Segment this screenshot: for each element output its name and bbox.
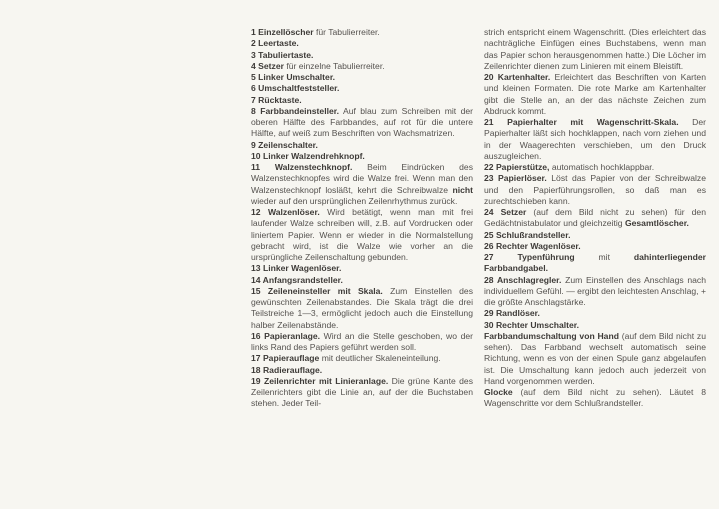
entry-term-text: Rücktaste. (258, 94, 302, 105)
entry-term (251, 151, 365, 161)
entry-description: (auf dem Bild nicht zu sehen) für den Gedächtnistabulator und gleichzeitig (484, 207, 706, 229)
legend-entry (251, 263, 473, 274)
entry-number: 30 (484, 319, 494, 330)
legend-entry (251, 286, 473, 331)
entry-description: (auf dem Bild nicht zu sehen). Das Farbband wechselt automatisch seine Richtung, wenn es von der einen Spule ganz abgelaufen ist. Die Umschaltung kann jedoch auch jederzeit von Hand vorgenommen werden. (484, 330, 706, 386)
legend-entry (484, 162, 706, 173)
legend-entry (251, 27, 473, 38)
legend-entry (251, 95, 473, 106)
entry-term (251, 162, 352, 172)
entry-number: 9 (251, 139, 256, 150)
entry-emphasis: Gesamtlöscher. (624, 218, 689, 229)
entry-term (484, 331, 619, 341)
entry-number: 22 (484, 162, 494, 172)
entry-term-text: Anfangsrandsteller. (262, 274, 343, 285)
entry-term (251, 50, 313, 60)
entry-term (484, 320, 579, 330)
entry-term-text: Farbbandeinsteller. (260, 105, 340, 116)
legend-entry (251, 162, 473, 207)
legend-entry (484, 387, 706, 410)
legend-entry (484, 252, 706, 275)
legend-entry (251, 207, 473, 263)
entry-term-text: Einzellöscher (258, 27, 314, 37)
legend-entry (251, 83, 473, 94)
entry-term-text: Papierauflage (262, 353, 320, 364)
entry-term (251, 38, 299, 48)
entry-term-text: Tabuliertaste. (258, 49, 314, 60)
legend-entry (484, 72, 706, 117)
entry-term (251, 353, 319, 363)
entry-term-text: Typenführung (517, 252, 575, 262)
entry-description: Zum Einstellen des gewünschten Zeilenabstandes. Die Skala trägt die drei Teilstreiche 1—3, ermöglicht jedoch auch die Einstellung halber Zeilenabstände. (251, 285, 474, 330)
right-column (484, 27, 706, 410)
entry-term (251, 95, 302, 105)
entry-term (251, 286, 383, 296)
entry-number: 28 (484, 274, 494, 285)
entry-number: 1 (251, 27, 256, 37)
legend-entry (251, 275, 473, 286)
entry-number: 18 (251, 364, 261, 375)
legend-entry (251, 140, 473, 151)
legend-entry (251, 38, 473, 49)
entry-term (484, 308, 540, 318)
entry-description: strich entspricht einem Wagenschritt. (Dies erleichtert das nachträgliche Einfügen eines Buchstabens, wenn man das Papier schon herausgenommen hatte.) Die Löcher im Zeilenrichter dienen zum Linieren mit einem Bleistift. (484, 27, 706, 71)
entry-term-text: Papierlöser. (498, 173, 547, 184)
legend-entry (484, 27, 706, 72)
entry-term-text: Randlöser. (495, 308, 540, 319)
entry-term (251, 27, 314, 37)
legend-entry (484, 275, 706, 309)
entry-term (251, 61, 284, 71)
entry-term (251, 83, 339, 93)
entry-description: Beim Eindrücken des Walzenstechknopfes wird die Walze frei. Wenn man den Walzenstechknopf losläßt, kehrt die Schreibwalze (251, 162, 474, 195)
legend-entry (251, 61, 473, 72)
entry-term-text: Glocke (484, 387, 513, 397)
entry-term-text: Setzer (258, 60, 284, 71)
entry-term-text: Leertaste. (258, 38, 299, 49)
entry-number: 16 (251, 330, 261, 341)
entry-number: 7 (251, 94, 256, 105)
entry-term-text: Setzer (500, 207, 527, 217)
legend-entry (251, 353, 473, 364)
entry-term (251, 72, 335, 82)
entry-term-text: Umschaltfeststeller. (258, 83, 340, 94)
legend-entry (251, 72, 473, 83)
entry-term (251, 106, 339, 116)
entry-term (484, 241, 581, 251)
entry-term-text: Linker Walzendrehknopf. (262, 150, 365, 161)
legend-entry (251, 376, 473, 410)
entry-term-text: Papierstütze, (495, 162, 550, 172)
legend-entry (251, 151, 473, 162)
entry-number: 25 (484, 229, 494, 240)
legend-entry (251, 365, 473, 376)
entry-description: (auf dem Bild nicht zu sehen). Läutet 8 Wagenschritte vor dem Schlußrandsteller. (484, 387, 706, 409)
legend-entry (484, 230, 706, 241)
entry-term (484, 230, 570, 240)
entry-number: 27 (484, 252, 494, 262)
entry-emphasis: nicht (452, 184, 473, 195)
legend-entry (251, 106, 473, 140)
entry-number: 5 (251, 72, 256, 82)
entry-term (251, 140, 318, 150)
entry-term (251, 275, 343, 285)
entry-number: 14 (251, 274, 261, 285)
entry-number: 11 (251, 162, 261, 172)
entry-term (484, 275, 561, 285)
legend-entry (484, 117, 706, 162)
entry-number: 10 (251, 150, 261, 161)
entry-term (484, 207, 526, 217)
entry-number: 2 (251, 38, 256, 49)
entry-term (251, 207, 320, 217)
entry-term-text: Radierauflage. (262, 364, 323, 375)
legend-entry (484, 241, 706, 252)
entry-number: 12 (251, 207, 261, 217)
legend-entry (484, 331, 706, 387)
entry-term (484, 117, 679, 127)
entry-term-text: Walzenlöser. (267, 207, 320, 217)
entry-term-text: Linker Wagenlöser. (262, 263, 342, 274)
entry-term-text: Zeileneinsteller mit Skala. (267, 285, 383, 296)
entry-description: Löst das Papier von der Schreibwalze und den Papierführungsrollen, so daß man es zurechtschieben kann. (484, 173, 706, 206)
entry-number: 4 (251, 60, 256, 71)
entry-term-text: Kartenhalter. (497, 72, 551, 82)
entry-term (251, 331, 320, 341)
entry-term-text: Linker Umschalter. (258, 72, 336, 82)
entry-term-text: Farbbandumschaltung von Hand (484, 330, 619, 341)
entry-term-text: Papierhalter mit Wagenschritt-Skala. (507, 117, 679, 127)
entry-description: Die grüne Kante des Zeilenrichters gibt die Linie an, auf der die Buchstaben stehen. Jeder Teil- (251, 375, 473, 409)
entry-term-text: Papieranlage. (264, 330, 321, 341)
entry-term-text: Zeilenschalter. (258, 139, 318, 150)
entry-term-text: Schlußrandsteller. (495, 229, 571, 240)
entry-number: 23 (484, 173, 494, 184)
entry-term (251, 376, 388, 386)
entry-description: automatisch hochklappbar. (549, 162, 655, 172)
entry-number: 26 (484, 240, 494, 251)
entry-description: Auf blau zum Schreiben mit der oberen Hälfte des Farbbandes, auf rot für die untere Hälfte, auf weiß zum Beschriften von Wachsmatrizen. (251, 105, 473, 139)
entry-description: Der Papierhalter läßt sich hochklappen, nach vorn ziehen und in der Waagerechten verschieben, um den Druck auszugleichen. (484, 117, 706, 161)
entry-term-text: Walzenstechknopf. (274, 162, 353, 172)
entry-number: 20 (484, 72, 494, 82)
entry-term-text: Rechter Umschalter. (495, 319, 580, 330)
entry-term (251, 263, 341, 273)
entry-description: mit (574, 252, 634, 262)
entry-number: 8 (251, 105, 256, 116)
entry-term-text: Rechter Wagenlöser. (495, 240, 581, 251)
entry-term (484, 162, 549, 172)
entry-number: 29 (484, 308, 494, 319)
entry-number: 15 (251, 285, 261, 296)
entry-number: 13 (251, 263, 261, 274)
entry-description: für einzelne Tabulierreiter. (283, 60, 385, 71)
entry-description: Zum Einstellen des Anschlags nach individuellem Gefühl. — ergibt den leichtesten Anschlag, + die größte Anschlagstärke. (484, 274, 706, 307)
entry-number: 17 (251, 353, 261, 364)
entry-number: 3 (251, 49, 256, 60)
entry-description-continued: wieder auf den ursprünglichen Zeilenrhythmus zurück. (251, 195, 458, 206)
entry-number: 24 (484, 207, 494, 217)
left-column (251, 27, 473, 410)
legend-entry (251, 50, 473, 61)
entry-term-text: Anschlagregler. (496, 274, 562, 285)
entry-emphasis: dahinterliegender Farbbandgabel. (484, 252, 707, 274)
legend-entry (484, 207, 706, 230)
entry-description: Wird an die Stelle geschoben, wo der links Rand des Papiers geführt werden soll. (251, 330, 474, 352)
entry-term (484, 387, 513, 397)
legend-entry (484, 308, 706, 319)
legend-entry (484, 173, 706, 207)
entry-description: Wird betätigt, wenn man mit frei laufender Walze schreiben will, z.B. auf Vordrucken oder liniertem Papier. Wenn er wieder in die Normalstellung gebracht wird, ist die Walze wie vorher an die ursprüngliche Zeilenschaltung gebunden. (251, 207, 473, 262)
entry-description: für Tabulierreiter. (313, 27, 380, 37)
entry-term (484, 173, 547, 183)
entry-number: 6 (251, 83, 256, 94)
entry-term (484, 72, 550, 82)
entry-description: Erleichtert das Beschriften von Karten und kleinen Formaten. Die rote Marke am Kartenhalter gibt die Stelle an, an der das nächste Zeichen zum Abdruck kommt. (484, 72, 706, 116)
entry-term-text: Zeilenrichter mit Linieranlage. (263, 375, 389, 386)
entry-description: mit deutlicher Skaleneinteilung. (319, 353, 441, 364)
entry-term (484, 252, 575, 262)
legend-entry (484, 320, 706, 331)
entry-number: 19 (251, 375, 261, 386)
entry-term (251, 365, 322, 375)
entry-number: 21 (484, 117, 494, 127)
legend-entry (251, 331, 473, 354)
